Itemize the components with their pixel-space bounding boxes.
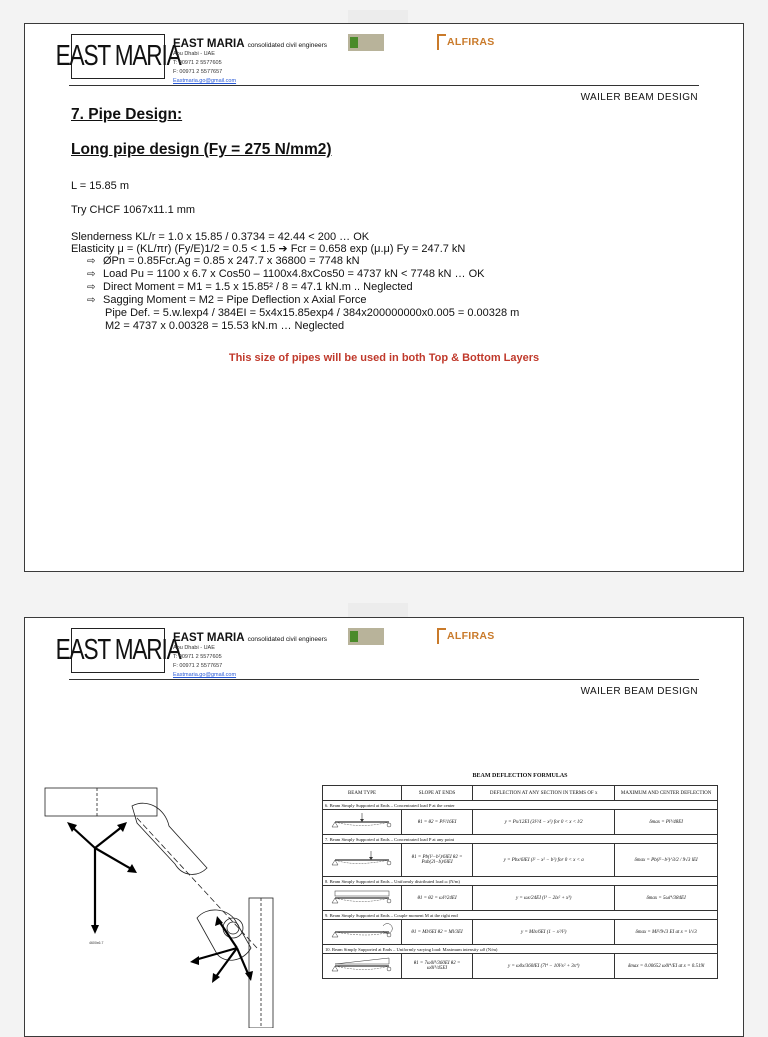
company-fax: F: 00971 2 5577657 xyxy=(173,69,223,75)
case-title: 8. Beam Simply Supported at Ends – Uniformly distributed load ω (N/m) xyxy=(323,877,718,886)
table-row xyxy=(323,886,718,911)
company-tagline: consolidated civil engineers xyxy=(247,42,328,49)
partner-logo-green xyxy=(348,628,384,645)
deflection-formula: y = ω0x/360lEI (7l⁴ − 10l²x² + 3x⁴) xyxy=(473,954,615,979)
arrow-bullet-icon: ⇨ xyxy=(87,256,96,267)
beam-deflection-table xyxy=(322,773,718,979)
list-item-text: Sagging Moment = M2 = Pipe Deflection x Axial Force xyxy=(103,294,367,306)
company-logo xyxy=(55,628,181,673)
partner-logo-text: ALFIRAS xyxy=(447,36,495,48)
case-title: 7. Beam Simply Supported at Ends – Concentrated load P at any point xyxy=(323,835,718,844)
table-row xyxy=(323,844,718,877)
arrow-bullet-icon: ⇨ xyxy=(87,295,96,306)
length-line: L = 15.85 m xyxy=(71,180,129,192)
slope-formula: θ1 = θ2 = Pl²/16EI xyxy=(402,810,473,835)
trial-section-line: Try CHCF 1067x11.1 mm xyxy=(71,204,196,216)
column-header: MAXIMUM AND CENTER DEFLECTION xyxy=(615,786,718,801)
company-phone: T: 00971 2 5577605 xyxy=(173,60,222,66)
column-header: DEFLECTION AT ANY SECTION IN TERMS OF x xyxy=(473,786,615,801)
alfiras-mark-icon xyxy=(437,628,446,644)
arrow-bullet-icon: ⇨ xyxy=(87,269,96,280)
beam-diagram xyxy=(323,810,402,835)
company-phone: T: 00971 2 5577605 xyxy=(173,654,222,660)
list-item-text: ØPn = 0.85Fcr.Ag = 0.85 x 247.7 x 36800 = 7748 kN xyxy=(103,255,360,267)
list-item-text: Load Pu = 1100 x 6.7 x Cos50 – 1100x4.8xCos50 = 4737 kN < 7748 kN … OK xyxy=(103,268,485,280)
company-logo xyxy=(55,34,181,79)
elasticity-line: Elasticity μ = (KL/πr) (Fy/E)1/2 = 0.5 < 1.5 ➔ Fcr = 0.658 exp (μ.μ) Fy = 247.7 kN xyxy=(71,243,466,255)
company-email-link[interactable]: Eastmaria.go@gmail.com xyxy=(173,672,237,678)
list-item-text: Direct Moment = M1 = 1.5 x 15.85² / 8 = 47.1 kN.m .. Neglected xyxy=(103,281,413,293)
slope-formula: θ1 = Ml/6EI θ2 = Ml/3EI xyxy=(402,920,473,945)
partner-logo-alfiras xyxy=(437,32,495,52)
deflection-formula: y = ωx/24EI (l³ − 2lx² + x³) xyxy=(473,886,615,911)
deflection-formula: y = Pbx/6lEI (l² − x² − b²) for 0 < x < a xyxy=(473,844,615,877)
upper-pipe xyxy=(132,803,207,874)
section-heading: 7. Pipe Design: xyxy=(71,106,183,123)
deflection-formula: y = Mlx/6EI (1 − x²/l²) xyxy=(473,920,615,945)
max-deflection-formula: δmax = 0.00652 ω0l⁴/EI at x = 0.519l xyxy=(615,954,718,979)
table-title: BEAM DEFLECTION FORMULAS xyxy=(472,773,568,779)
pipe-support-sketch xyxy=(37,778,277,1028)
company-logo-text: EAST MARIA xyxy=(55,40,181,72)
slope-formula: θ1 = θ2 = ωl³/24EI xyxy=(402,886,473,911)
svg-text:4600x6.7: 4600x6.7 xyxy=(89,941,104,945)
upper-force-arrows xyxy=(71,826,133,928)
case-title: 9. Beam Simply Supported at Ends – Couple moment M at the right end xyxy=(323,911,718,920)
max-deflection-formula: δmax = Pl³/48EI xyxy=(615,810,718,835)
leaf-icon xyxy=(350,37,358,48)
table-row xyxy=(323,810,718,835)
list-item xyxy=(87,295,367,306)
column-header: SLOPE AT ENDS xyxy=(402,786,473,801)
max-deflection-formula: δmax = Ml²/9√3 EI at x = l/√3 xyxy=(615,920,718,945)
partner-logo-green xyxy=(348,34,384,51)
case-title: 6. Beam Simply Supported at Ends – Concentrated load P at the center xyxy=(323,801,718,810)
list-item xyxy=(87,282,413,293)
beam-diagram xyxy=(323,920,402,945)
alfiras-mark-icon xyxy=(437,34,446,50)
document-page-1 xyxy=(24,23,744,572)
arrow-bullet-icon: ⇨ xyxy=(87,282,96,293)
company-location: Abu Dhabi - UAE xyxy=(173,645,215,651)
list-item xyxy=(87,256,360,267)
max-deflection-formula: δmax = Pb(l²−b²)^3/2 / 9√3 lEI xyxy=(615,844,718,877)
beam-diagram xyxy=(323,886,402,911)
header-divider xyxy=(69,679,699,680)
deflection-formula: y = Px/12EI (3l²/4 − x²) for 0 < x < l/2 xyxy=(473,810,615,835)
company-contact-block xyxy=(173,38,327,86)
document-title: WAILER BEAM DESIGN xyxy=(580,92,698,103)
company-name: EAST MARIA xyxy=(173,38,245,50)
company-location: Abu Dhabi - UAE xyxy=(173,51,215,57)
company-email-link[interactable]: Eastmaria.go@gmail.com xyxy=(173,78,237,84)
section-subheading: Long pipe design (Fy = 275 N/mm2) xyxy=(71,141,332,158)
case-title: 10. Beam Simply Supported at Ends – Uniformly varying load: Maximum intensity ω0 (N/m) xyxy=(323,945,718,954)
document-title: WAILER BEAM DESIGN xyxy=(580,686,698,697)
table-row xyxy=(323,920,718,945)
company-name: EAST MARIA xyxy=(173,632,245,644)
leaf-icon xyxy=(350,631,358,642)
column-header: BEAM TYPE xyxy=(323,786,402,801)
table-header-row xyxy=(323,786,718,801)
max-deflection-formula: δmax = 5ωl⁴/384EI xyxy=(615,886,718,911)
upper-wall-block xyxy=(45,788,157,816)
beam-diagram xyxy=(323,844,402,877)
company-fax: F: 00971 2 5577657 xyxy=(173,663,223,669)
partner-logo-text: ALFIRAS xyxy=(447,630,495,642)
header-divider xyxy=(69,85,699,86)
slope-formula: θ1 = 7ω0l³/360EI θ2 = ω0l³/45EI xyxy=(402,954,473,979)
slenderness-line: Slenderness KL/r = 1.0 x 15.85 / 0.3734 = 42.44 < 200 … OK xyxy=(71,231,370,243)
company-logo-text: EAST MARIA xyxy=(55,634,181,666)
deflection-line: Pipe Def. = 5.w.lexp4 / 384EI = 5x4x15.85exp4 / 384x200000000x0.005 = 0.00328 m xyxy=(105,307,520,319)
beam-diagram xyxy=(323,954,402,979)
company-contact-block xyxy=(173,632,327,680)
design-note: This size of pipes will be used in both Top & Bottom Layers xyxy=(228,352,540,364)
document-page-2 xyxy=(24,617,744,1037)
moment-line: M2 = 4737 x 0.00328 = 15.53 kN.m … Neglected xyxy=(105,320,345,332)
table-row xyxy=(323,954,718,979)
slope-formula: θ1 = Pb(l²−b²)/6lEI θ2 = Pab(2l−b)/6lEI xyxy=(402,844,473,877)
partner-logo-alfiras xyxy=(437,626,495,646)
company-tagline: consolidated civil engineers xyxy=(247,636,328,643)
list-item xyxy=(87,269,484,280)
